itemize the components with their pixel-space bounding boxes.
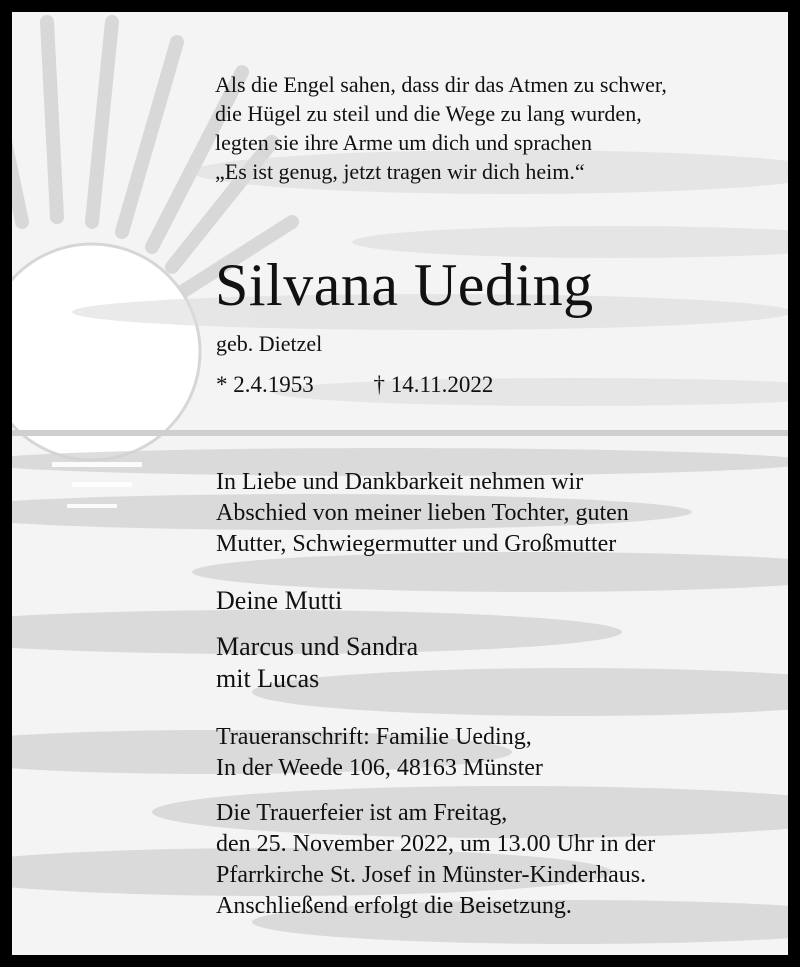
deceased-name: Silvana Ueding — [215, 252, 594, 318]
poem-line: legten sie ihre Arme um dich und sprachen — [215, 130, 592, 155]
poem-text — [215, 70, 775, 186]
signature-family — [216, 631, 418, 695]
address-line: Traueranschrift: Familie Ueding, — [216, 724, 532, 750]
funeral-line: Anschließend erfolgt die Beisetzung. — [216, 893, 572, 919]
funeral-line: Pfarrkirche St. Josef in Münster-Kinderhaus. — [216, 862, 647, 888]
mourning-line: Abschied von meiner lieben Tochter, guten — [216, 500, 629, 526]
signature-mother: Deine Mutti — [216, 586, 343, 615]
mourning-address — [216, 722, 543, 784]
poem-line: Als die Engel sahen, dass dir das Atmen zu schwer, — [215, 72, 667, 97]
death-date: † 14.11.2022 — [373, 372, 494, 397]
birth-date: * 2.4.1953 — [216, 372, 314, 397]
mourning-line: Mutter, Schwiegermutter und Großmutter — [216, 531, 617, 557]
mourning-line: In Liebe und Dankbarkeit nehmen wir — [216, 469, 584, 495]
signature-line: Marcus und Sandra — [216, 632, 419, 661]
obituary-card — [12, 12, 788, 955]
funeral-details — [216, 798, 655, 922]
address-line: In der Weede 106, 48163 Münster — [216, 755, 543, 781]
life-dates — [216, 371, 493, 399]
poem-line: die Hügel zu steil und die Wege zu lang wurden, — [215, 101, 642, 126]
mourning-text — [216, 467, 629, 560]
signature-line: mit Lucas — [216, 664, 320, 693]
maiden-name: geb. Dietzel — [216, 331, 323, 356]
funeral-line: Die Trauerfeier ist am Freitag, — [216, 800, 508, 826]
funeral-line: den 25. November 2022, um 13.00 Uhr in der — [216, 831, 656, 857]
poem-line: „Es ist genug, jetzt tragen wir dich heim.“ — [215, 159, 585, 184]
